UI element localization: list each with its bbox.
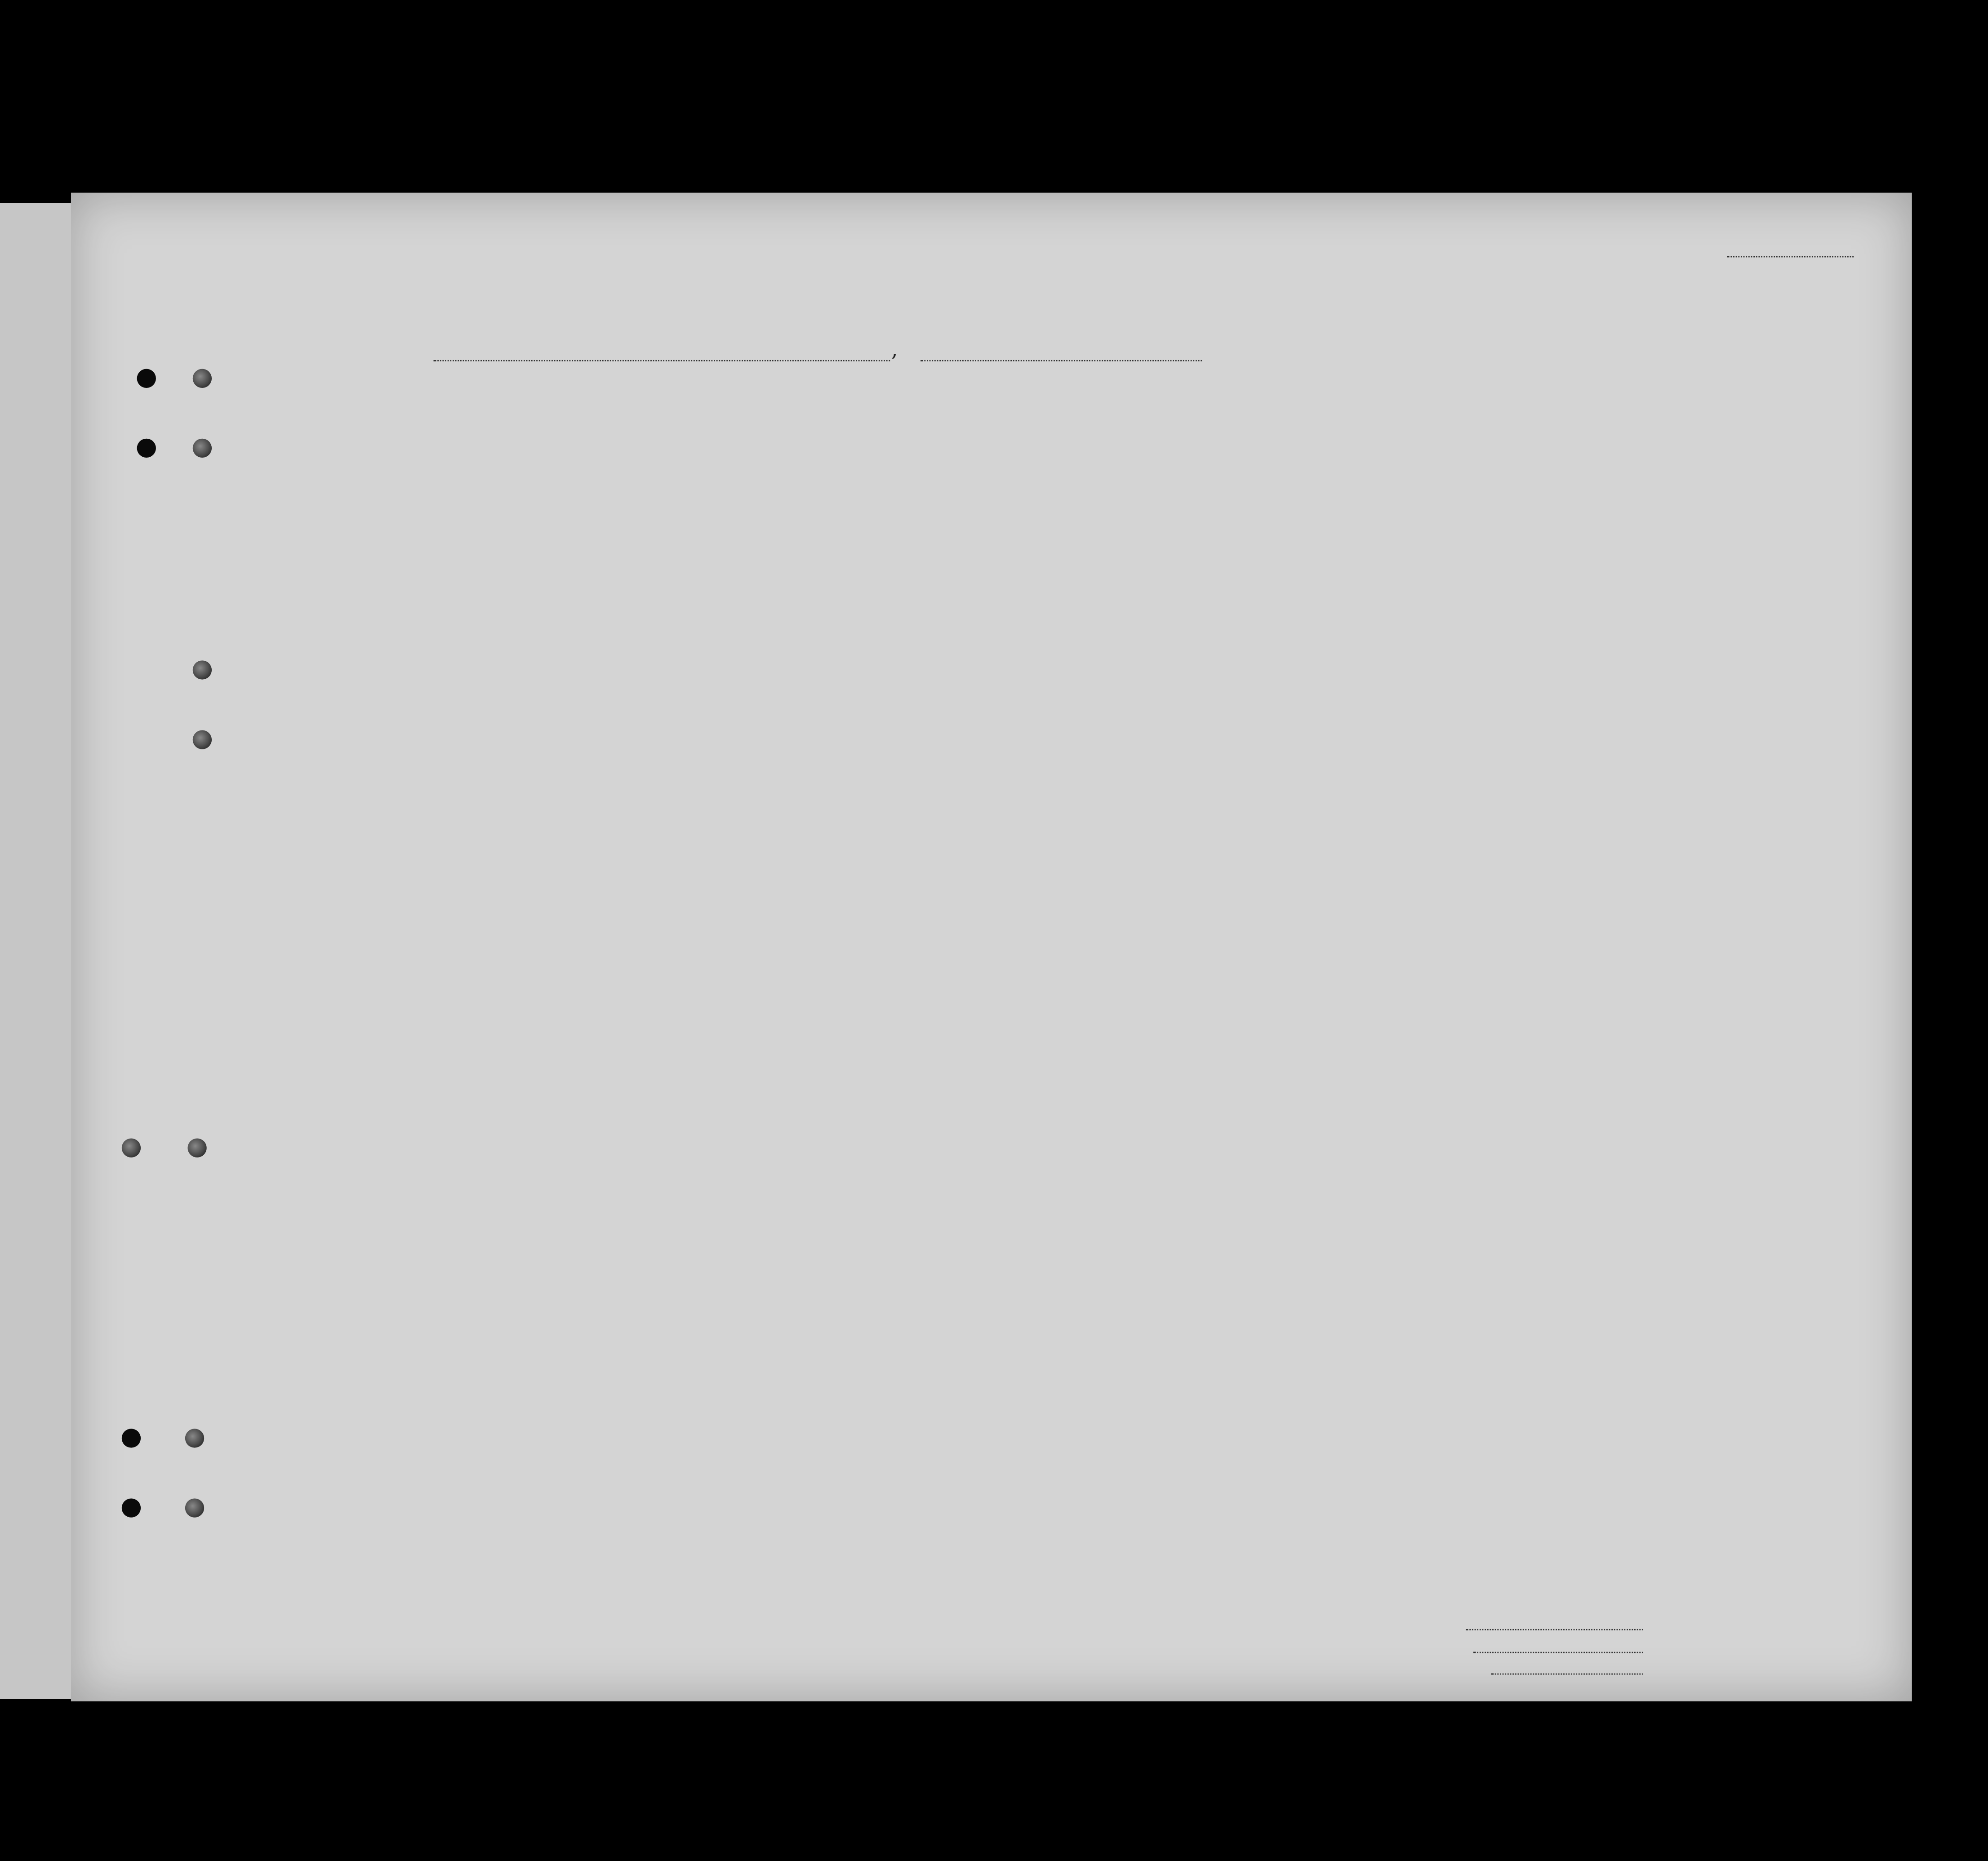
punch-hole: [122, 1139, 141, 1158]
punch-hole: [193, 730, 212, 749]
punch-hole: [193, 369, 212, 388]
date-fill-line: [921, 360, 1202, 361]
punch-hole: [137, 369, 156, 388]
punch-hole: [185, 1498, 204, 1517]
punch-hole: [185, 1429, 204, 1447]
punch-hole: [122, 1429, 141, 1447]
punch-hole: [193, 439, 212, 458]
port-fill-line: [434, 360, 890, 361]
previous-page-edge: [0, 203, 74, 1699]
footer-owners-fill: [1473, 1652, 1643, 1653]
footer-line-fill: [1466, 1629, 1643, 1630]
punch-hole: [137, 439, 156, 458]
punch-hole: [187, 1139, 206, 1158]
footer-agents-fill: [1491, 1674, 1643, 1675]
comma: ,: [891, 337, 898, 361]
punch-hole: [122, 1498, 141, 1517]
punch-hole: [193, 660, 212, 679]
manifest-sheet: [71, 193, 1912, 1701]
list-fill-line: [1727, 256, 1854, 258]
